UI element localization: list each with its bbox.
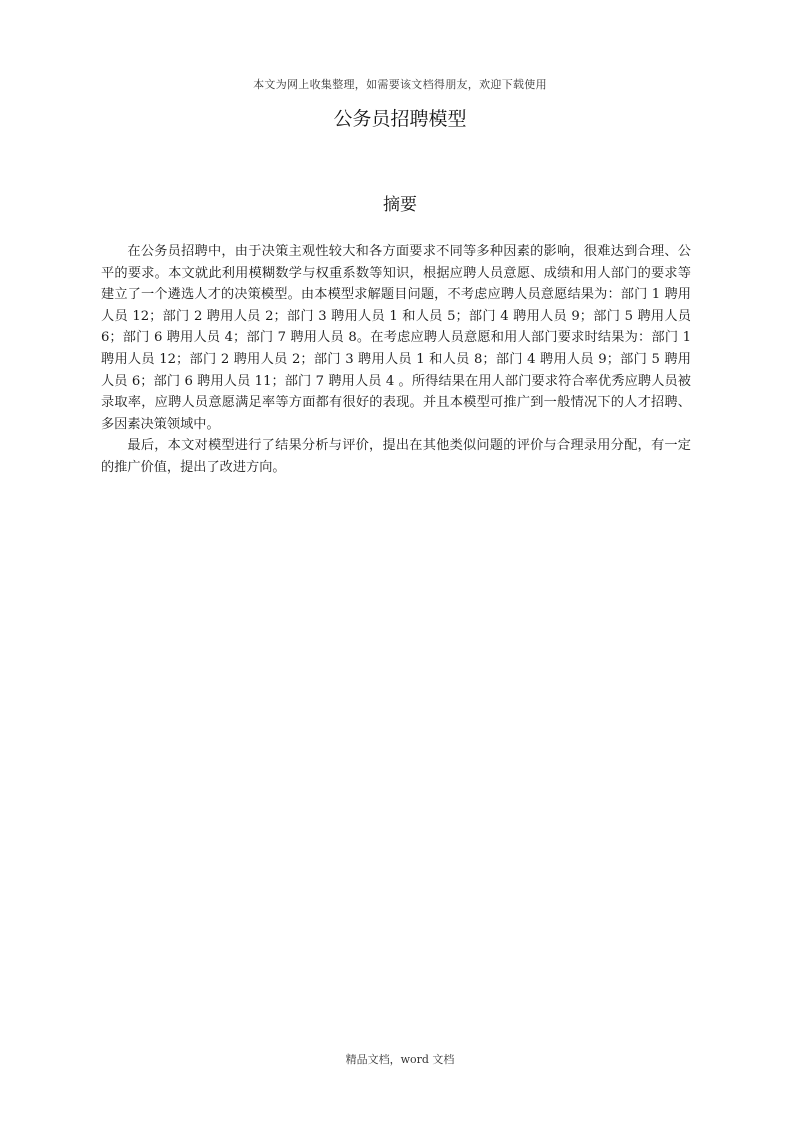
abstract-body (101, 241, 691, 479)
abstract-paragraph-1: 在公务员招聘中，由于决策主观性较大和各方面要求不同等多种因素的影响，很难达到合理、公平的要求。本文就此利用模糊数学与权重系数等知识，根据应聘人员意愿、成绩和用人部门的要求等建立了一个遴选人才的决策模型。由本模型求解题目问题，不考虑应聘人员意愿结果为：部门 1 聘用人员 12；部门 2 聘用人员 2；部门 3 聘用人员 1 和人员 5；部门 4 聘用人员 9；部门 5 聘用人员 6；部门 6 聘用人员 4；部门 7 聘用人员 8。在考虑应聘人员意愿和用人部门要求时结果为：部门 1 聘用人员 12；部门 2 聘用人员 2；部门 3 聘用人员 1 和人员 8；部门 4 聘用人员 9；部门 5 聘用人员 6；部门 6 聘用人员 11；部门 7 聘用人员 4 。所得结果在用人部门要求符合率优秀应聘人员被录取率，应聘人员意愿满足率等方面都有很好的表现。并且本模型可推广到一般情况下的人才招聘、多因素决策领域中。 (101, 244, 691, 432)
abstract-heading: 摘要 (383, 195, 417, 215)
page-header-note: 本文为网上收集整理，如需要该文档得朋友，欢迎下载使用 (253, 78, 547, 91)
page-footer-note: 精品文档，word 文档 (345, 1053, 455, 1066)
document-title: 公务员招聘模型 (333, 108, 467, 130)
abstract-paragraph-2: 最后，本文对模型进行了结果分析与评价，提出在其他类似问题的评价与合理录用分配，有一定的推广价值，提出了改进方向。 (101, 438, 691, 475)
